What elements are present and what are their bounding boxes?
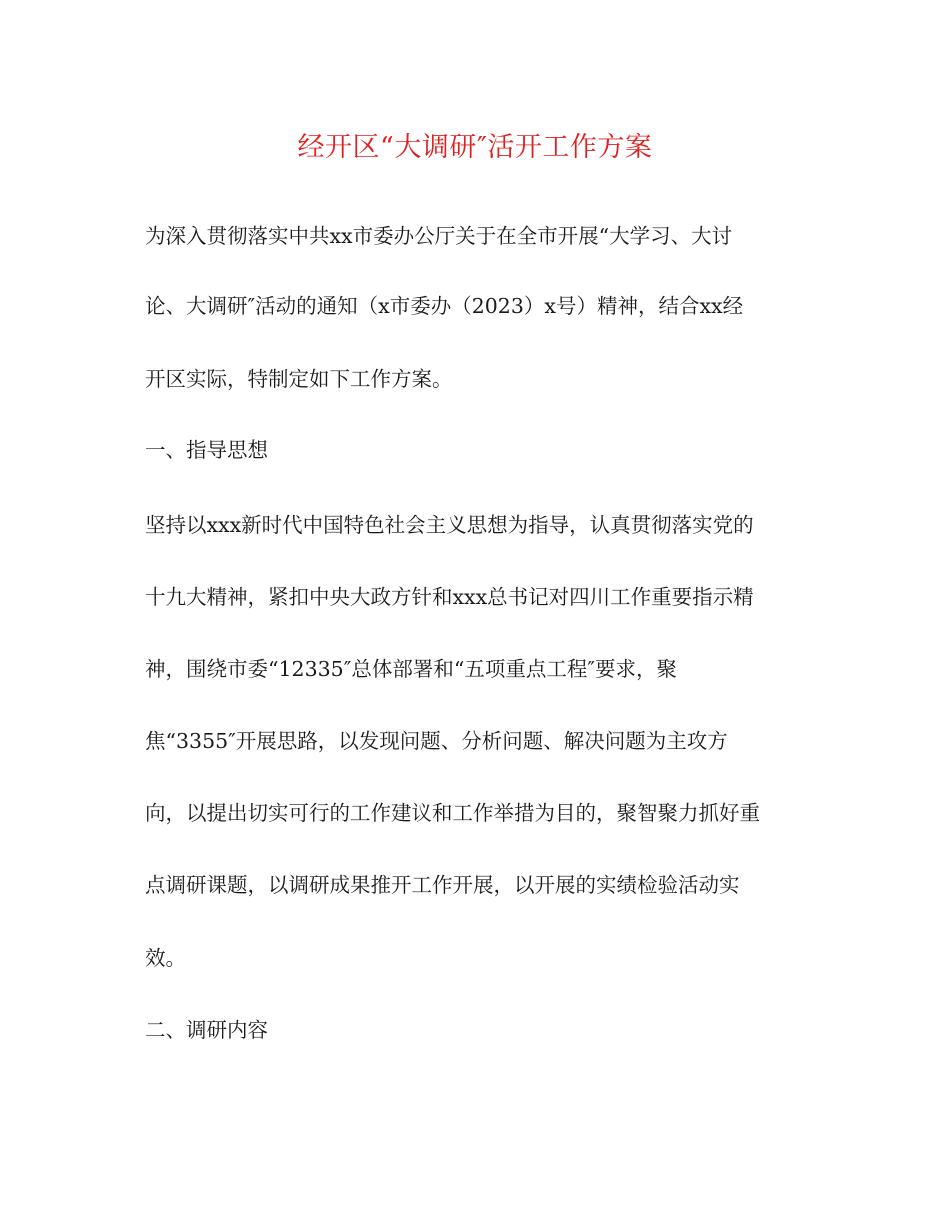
- paragraph-line: 点调研课题，以调研成果推开工作开展，以开展的实绩检验活动实: [145, 873, 740, 897]
- section-heading-research-content: 二、调研内容: [145, 1018, 268, 1042]
- document-title: 经开区“大调研″活开工作方案: [297, 132, 653, 163]
- paragraph-line: 向，以提出切实可行的工作建议和工作举措为目的，聚智聚力抓好重: [145, 801, 760, 825]
- paragraph-line: 开区实际，特制定如下工作方案。: [145, 367, 453, 391]
- paragraph-line: 十九大精神，紧扣中央大政方针和xxx总书记对四川工作重要指示精: [145, 585, 754, 609]
- paragraph-line: 效。: [145, 946, 186, 970]
- paragraph-line: 焦“3355″开展思路，以发现问题、分析问题、解决问题为主攻方: [145, 729, 728, 753]
- paragraph-line: 神，围绕市委“12335″总体部署和“五项重点工程″要求，聚: [145, 657, 677, 681]
- paragraph-line: 为深入贯彻落实中共xx市委办公厅关于在全市开展“大学习、大讨: [145, 224, 733, 248]
- paragraph-line: 坚持以xxx新时代中国特色社会主义思想为指导，认真贯彻落实党的: [145, 513, 754, 537]
- paragraph-line: 论、大调研″活动的通知（x市委办（2023）x号）精神，结合xx经: [145, 294, 744, 318]
- section-heading-guiding-ideology: 一、指导思想: [145, 438, 268, 462]
